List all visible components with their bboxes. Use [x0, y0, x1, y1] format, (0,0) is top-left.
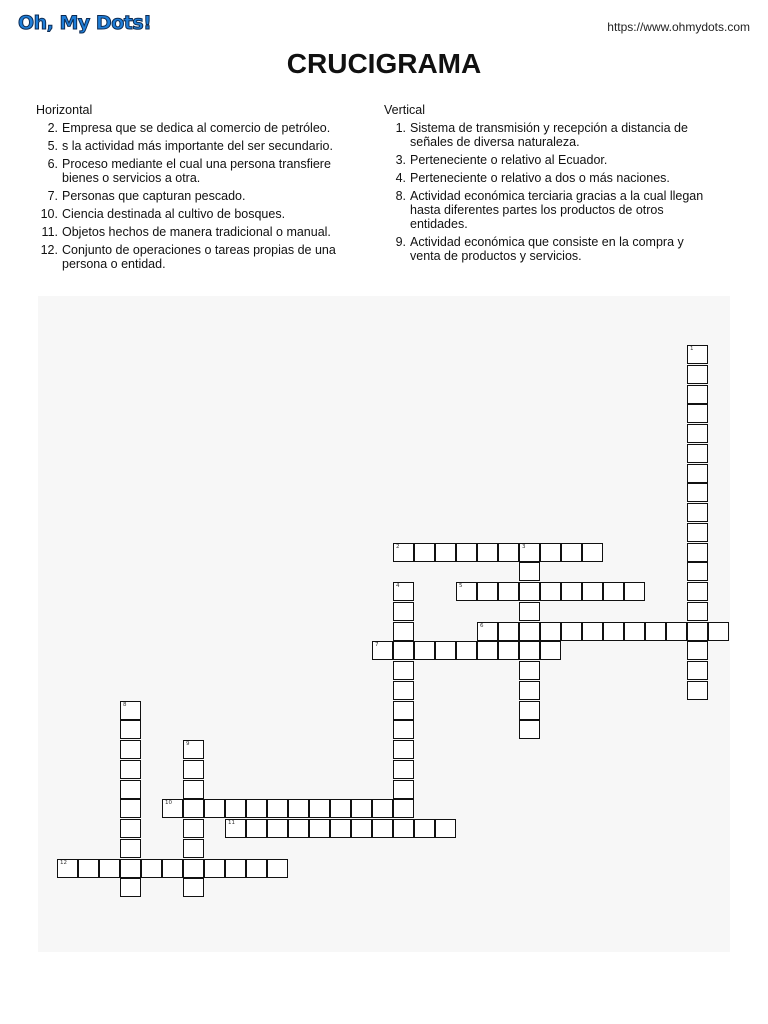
clue-item — [384, 235, 714, 263]
clue-number: 4. — [395, 171, 406, 185]
crossword-cell[interactable] — [393, 799, 414, 818]
clue-item — [384, 171, 714, 185]
crossword-cell[interactable] — [267, 859, 288, 878]
clue-number: 8. — [395, 189, 406, 203]
clue-item — [36, 225, 346, 239]
crossword-cell[interactable] — [120, 799, 141, 818]
crossword-cell[interactable] — [519, 681, 540, 700]
crossword-cell[interactable] — [477, 641, 498, 660]
crossword-cell[interactable] — [687, 641, 708, 660]
crossword-cell[interactable] — [246, 819, 267, 838]
clue-item — [384, 153, 714, 167]
crossword-cell[interactable] — [435, 543, 456, 562]
clue-text: Proceso mediante el cual una persona transfiere bienes o servicios a otra. — [62, 157, 331, 185]
crossword-cell[interactable] — [519, 701, 540, 720]
logo: Oh, My Dots! — [18, 12, 152, 34]
crossword-cell[interactable] — [183, 819, 204, 838]
crossword-cell[interactable] — [456, 641, 477, 660]
crossword-cell[interactable] — [645, 622, 666, 641]
cell-number: 8 — [123, 701, 127, 708]
clue-item — [36, 121, 346, 135]
crossword-cell[interactable] — [393, 602, 414, 621]
crossword-cell[interactable] — [519, 562, 540, 581]
clue-text: Personas que capturan pescado. — [62, 189, 246, 203]
crossword-cell[interactable] — [687, 464, 708, 483]
crossword-cell[interactable] — [687, 385, 708, 404]
crossword-cell[interactable] — [519, 622, 540, 641]
crossword-cell[interactable] — [603, 582, 624, 601]
clue-number: 3. — [395, 153, 406, 167]
cell-number: 12 — [60, 859, 67, 866]
crossword-cell[interactable] — [372, 641, 393, 660]
clue-item — [384, 189, 714, 231]
crossword-cell[interactable] — [582, 622, 603, 641]
crossword-cell[interactable] — [414, 641, 435, 660]
crossword-cell[interactable] — [456, 543, 477, 562]
crossword-cell[interactable] — [351, 819, 372, 838]
crossword-cell[interactable] — [540, 543, 561, 562]
page-title: CRUCIGRAMA — [286, 48, 482, 79]
crossword-cell[interactable] — [393, 641, 414, 660]
crossword-cell[interactable] — [120, 701, 141, 720]
clue-item — [36, 139, 346, 153]
crossword-cell[interactable] — [183, 859, 204, 878]
cell-number: 7 — [375, 642, 379, 649]
crossword-cell[interactable] — [288, 799, 309, 818]
clue-text: Actividad económica que consiste en la compra y venta de productos y servicios. — [410, 235, 684, 263]
crossword-cell[interactable] — [78, 859, 99, 878]
crossword-cell[interactable] — [414, 819, 435, 838]
crossword-cell[interactable] — [330, 799, 351, 818]
crossword-cell[interactable] — [162, 859, 183, 878]
crossword-cell[interactable] — [393, 622, 414, 641]
crossword-cell[interactable] — [582, 582, 603, 601]
crossword-cell[interactable] — [120, 878, 141, 897]
crossword-cell[interactable] — [687, 582, 708, 601]
crossword-cell[interactable] — [183, 780, 204, 799]
crossword-cell[interactable] — [120, 740, 141, 759]
clue-text: Sistema de transmisión y recepción a distancia de señales de diversa naturaleza. — [410, 121, 688, 149]
clue-number: 5. — [47, 139, 58, 153]
crossword-cell[interactable] — [519, 543, 540, 562]
clue-text: Empresa que se dedica al comercio de petróleo. — [62, 121, 331, 135]
crossword-cell[interactable] — [288, 819, 309, 838]
crossword-cell[interactable] — [666, 622, 687, 641]
clue-item — [36, 189, 346, 203]
crossword-cell[interactable] — [267, 799, 288, 818]
crossword-cell[interactable] — [141, 859, 162, 878]
crossword-cell[interactable] — [687, 483, 708, 502]
crossword-grid — [38, 296, 730, 952]
vertical-heading: Vertical — [384, 103, 425, 117]
crossword-cell[interactable] — [519, 602, 540, 621]
crossword-cell[interactable] — [561, 622, 582, 641]
crossword-cell[interactable] — [540, 622, 561, 641]
crossword-cell[interactable] — [540, 641, 561, 660]
crossword-cell[interactable] — [687, 562, 708, 581]
crossword-cell[interactable] — [561, 543, 582, 562]
crossword-cell[interactable] — [477, 582, 498, 601]
crossword-cell[interactable] — [393, 701, 414, 720]
crossword-cell[interactable] — [162, 799, 183, 818]
crossword-cell[interactable] — [246, 859, 267, 878]
crossword-cell[interactable] — [372, 799, 393, 818]
clue-number: 7. — [47, 189, 58, 203]
crossword-cell[interactable] — [519, 720, 540, 739]
clue-text: Objetos hechos de manera tradicional o manual. — [62, 225, 331, 239]
crossword-cell[interactable] — [393, 740, 414, 759]
horizontal-heading: Horizontal — [36, 103, 93, 117]
crossword-cell[interactable] — [351, 799, 372, 818]
crossword-cell[interactable] — [183, 760, 204, 779]
clue-text: Ciencia destinada al cultivo de bosques. — [62, 207, 286, 221]
crossword-cell[interactable] — [687, 543, 708, 562]
crossword-cell[interactable] — [687, 503, 708, 522]
cell-number: 1 — [690, 346, 694, 352]
crossword-cell[interactable] — [120, 839, 141, 858]
crossword-cell[interactable] — [120, 819, 141, 838]
crossword-cell[interactable] — [246, 799, 267, 818]
clue-number: 11. — [41, 225, 58, 239]
crossword-cell[interactable] — [603, 622, 624, 641]
crossword-cell[interactable] — [687, 622, 708, 641]
crossword-cell[interactable] — [498, 641, 519, 660]
crossword-cell[interactable] — [624, 622, 645, 641]
crossword-cell[interactable] — [204, 799, 225, 818]
crossword-cell[interactable] — [393, 760, 414, 779]
crossword-cell[interactable] — [393, 819, 414, 838]
cell-number: 11 — [228, 820, 235, 826]
crossword-cell[interactable] — [414, 543, 435, 562]
crossword-cell[interactable] — [624, 582, 645, 601]
crossword-cell[interactable] — [687, 424, 708, 443]
crossword-cell[interactable] — [540, 582, 561, 601]
crossword-cell[interactable] — [225, 819, 246, 838]
crossword-cell[interactable] — [687, 404, 708, 423]
clue-number: 9. — [395, 235, 406, 249]
crossword-cell[interactable] — [582, 543, 603, 562]
crossword-cell[interactable] — [435, 819, 456, 838]
crossword-cell[interactable] — [225, 799, 246, 818]
clue-item — [36, 243, 346, 271]
crossword-cell[interactable] — [120, 859, 141, 878]
crossword-cell[interactable] — [708, 622, 729, 641]
cell-number: 10 — [165, 800, 172, 807]
crossword-cell[interactable] — [393, 780, 414, 799]
clue-text: s la actividad más importante del ser secundario. — [62, 139, 333, 153]
crossword-cell[interactable] — [519, 641, 540, 660]
site-url[interactable]: https://www.ohmydots.com — [607, 20, 750, 34]
clue-text: Actividad económica terciaria gracias a la cual llegan hasta diferentes partes los productos de otros entidades. — [410, 189, 704, 231]
crossword-cell[interactable] — [120, 780, 141, 799]
crossword-cell[interactable] — [225, 859, 246, 878]
crossword-cell[interactable] — [183, 839, 204, 858]
clue-number: 12. — [40, 243, 58, 257]
cell-number: 3 — [522, 543, 526, 550]
clue-text: Perteneciente o relativo a dos o más naciones. — [410, 171, 670, 185]
crossword-cell[interactable] — [309, 799, 330, 818]
crossword-cell[interactable] — [477, 543, 498, 562]
crossword-cell[interactable] — [498, 582, 519, 601]
crossword-cell[interactable] — [393, 681, 414, 700]
cell-number: 9 — [186, 741, 190, 747]
crossword-cell[interactable] — [393, 720, 414, 739]
crossword-cell[interactable] — [183, 799, 204, 818]
crossword-cell[interactable] — [519, 582, 540, 601]
crossword-cell[interactable] — [687, 523, 708, 542]
crossword-cell[interactable] — [120, 760, 141, 779]
crossword-cell[interactable] — [687, 444, 708, 463]
crossword-cell[interactable] — [687, 345, 708, 364]
clue-number: 6. — [47, 157, 58, 171]
cell-number: 2 — [396, 543, 400, 550]
clue-number: 10. — [40, 207, 58, 221]
cell-number: 6 — [480, 622, 484, 629]
crossword-cell[interactable] — [687, 661, 708, 680]
crossword-cell[interactable] — [99, 859, 120, 878]
crossword-cell[interactable] — [372, 819, 393, 838]
crossword-cell[interactable] — [183, 740, 204, 759]
clue-item — [36, 207, 346, 221]
crossword-cell[interactable] — [456, 582, 477, 601]
crossword-cell[interactable] — [393, 661, 414, 680]
crossword-cell[interactable] — [57, 859, 78, 878]
clue-text: Perteneciente o relativo al Ecuador. — [410, 153, 608, 167]
crossword-cell[interactable] — [687, 602, 708, 621]
crossword-cell[interactable] — [183, 878, 204, 897]
cell-number: 5 — [459, 583, 463, 589]
crossword-cell[interactable] — [204, 859, 225, 878]
cell-number: 4 — [396, 583, 400, 589]
crossword-cell[interactable] — [120, 720, 141, 739]
vertical-clues — [384, 103, 714, 267]
crossword-cell[interactable] — [498, 622, 519, 641]
crossword-cell[interactable] — [267, 819, 288, 838]
crossword-cell[interactable] — [477, 622, 498, 641]
crossword-cell[interactable] — [687, 365, 708, 384]
crossword-cell[interactable] — [687, 681, 708, 700]
crossword-cell[interactable] — [435, 641, 456, 660]
crossword-cell[interactable] — [393, 582, 414, 601]
clue-item — [384, 121, 714, 149]
clue-item — [36, 157, 346, 185]
crossword-cell[interactable] — [393, 543, 414, 562]
clue-text: Conjunto de operaciones o tareas propias de una persona o entidad. — [62, 243, 336, 271]
crossword-cell[interactable] — [330, 819, 351, 838]
crossword-cell[interactable] — [309, 819, 330, 838]
clue-number: 2. — [47, 121, 58, 135]
crossword-cell[interactable] — [498, 543, 519, 562]
horizontal-clues — [36, 103, 346, 275]
crossword-cell[interactable] — [519, 661, 540, 680]
crossword-cell[interactable] — [561, 582, 582, 601]
clue-number: 1. — [395, 121, 406, 135]
